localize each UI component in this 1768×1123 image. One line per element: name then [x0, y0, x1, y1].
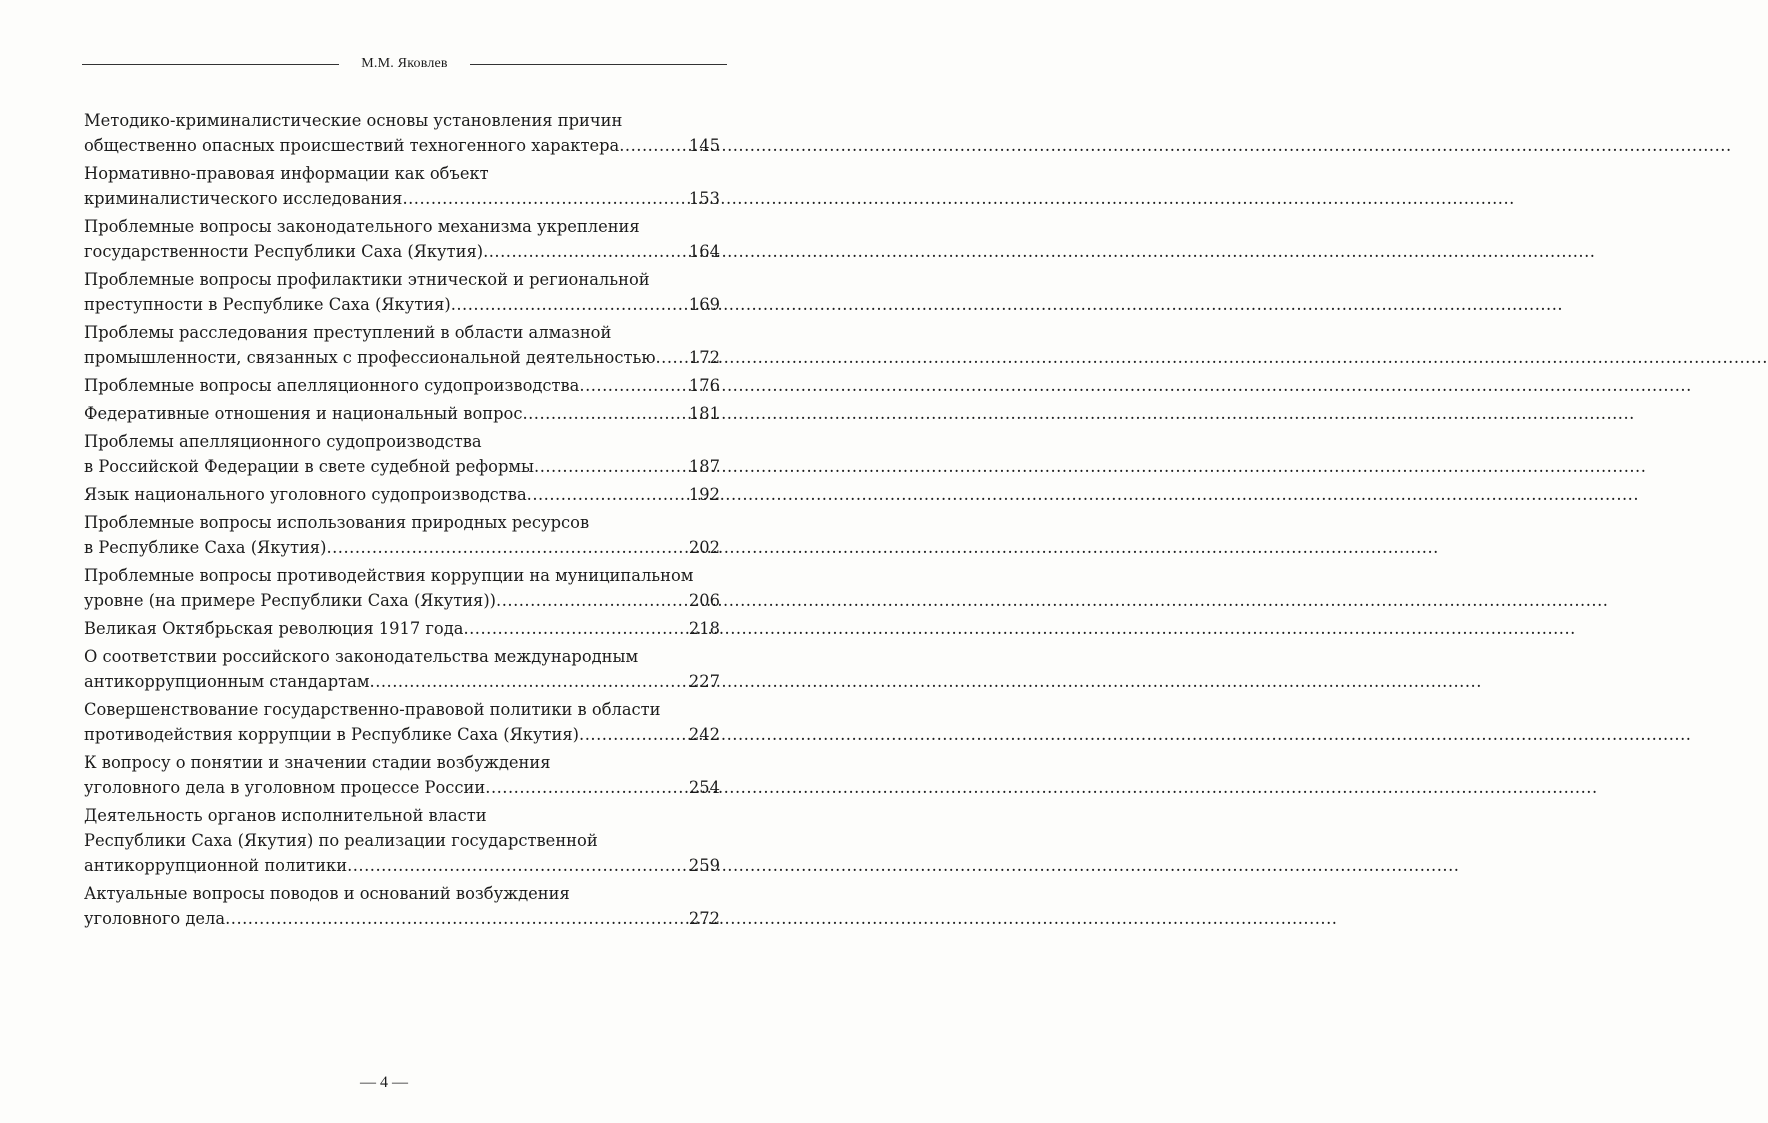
dot-leader — [326, 535, 687, 560]
toc-entry-title-line: Проблемы расследования преступлений в области алмазной — [84, 323, 612, 342]
toc-entry-title-line: К вопросу о понятии и значении стадии возбуждения — [84, 753, 551, 772]
toc-page-number: 206 — [688, 591, 720, 610]
toc-entry-last-line — [84, 454, 720, 479]
toc-entry-title-line: уровне (на примере Республики Саха (Якутия)) — [84, 591, 497, 610]
toc-page-number: 169 — [688, 295, 720, 314]
toc-entry[interactable] — [84, 510, 720, 560]
toc-entry[interactable] — [84, 108, 720, 158]
header-rule-left — [82, 64, 339, 65]
toc-entry-title-line: Нормативно-правовая информации как объект — [84, 164, 489, 183]
toc-entry-last-line — [84, 853, 720, 878]
toc-entry[interactable] — [84, 373, 720, 398]
toc-entry-title-line: Проблемные вопросы апелляционного судопроизводства — [84, 376, 580, 395]
toc-entry-title-line: криминалистического исследования — [84, 189, 403, 208]
toc-entry-title-line: Методико-криминалистические основы установления причин — [84, 111, 623, 130]
toc-entry-title-line: общественно опасных происшествий техногенного характера — [84, 136, 620, 155]
toc-entry-last-line — [84, 482, 720, 507]
dot-leader — [225, 906, 688, 931]
dot-leader — [579, 373, 688, 398]
toc-entry[interactable] — [84, 750, 720, 800]
toc-page-number: 227 — [688, 672, 720, 691]
toc-entry-title-line: Великая Октябрьская революция 1917 года — [84, 619, 464, 638]
dot-leader — [496, 588, 688, 613]
toc-entry-last-line — [84, 292, 720, 317]
dot-leader — [656, 345, 688, 370]
toc-page-number: 153 — [688, 189, 720, 208]
toc-entry[interactable] — [84, 161, 720, 211]
toc-page-number: 259 — [688, 856, 720, 875]
toc-page-number: 272 — [688, 909, 720, 928]
toc-entry-title-line: Проблемные вопросы использования природных ресурсов — [84, 513, 590, 532]
toc-entry-last-line — [84, 722, 720, 747]
toc-entry-last-line — [84, 906, 720, 931]
toc-entry-title-line: промышленности, связанных с профессиональной деятельностью — [84, 348, 656, 367]
running-header — [82, 52, 727, 76]
dot-leader — [370, 669, 688, 694]
dot-leader — [483, 239, 688, 264]
toc-entry-title-line: государственности Республики Саха (Якутия) — [84, 242, 484, 261]
toc-entry[interactable] — [84, 881, 720, 931]
table-of-contents — [84, 108, 720, 934]
dot-leader — [522, 401, 687, 426]
toc-page-number: 145 — [688, 136, 720, 155]
toc-entry-last-line — [84, 345, 720, 370]
toc-entry[interactable] — [84, 482, 720, 507]
dot-leader — [451, 292, 688, 317]
author-name: М.М. Яковлев — [361, 56, 448, 71]
toc-entry[interactable] — [84, 803, 720, 878]
toc-entry-last-line — [84, 401, 720, 426]
toc-entry-title-line: антикоррупционным стандартам — [84, 672, 370, 691]
toc-entry-title-line: уголовного дела — [84, 909, 226, 928]
dot-leader — [534, 454, 688, 479]
toc-entry-last-line — [84, 616, 720, 641]
toc-entry[interactable] — [84, 429, 720, 479]
header-rule-right — [470, 64, 727, 65]
dot-leader — [347, 853, 688, 878]
toc-page-number: 187 — [688, 457, 720, 476]
page-number: — 4 — — [360, 1074, 408, 1091]
toc-entry[interactable] — [84, 401, 720, 426]
toc-entry-title-line: Республики Саха (Якутия) по реализации государственной — [84, 831, 598, 850]
toc-page-number: 172 — [688, 348, 720, 367]
toc-page-number: 202 — [688, 538, 720, 557]
toc-entry[interactable] — [84, 697, 720, 747]
dot-leader — [579, 722, 688, 747]
toc-entry-title-line: О соответствии российского законодательства международным — [84, 647, 639, 666]
toc-entry[interactable] — [84, 644, 720, 694]
toc-entry-title-line: Актуальные вопросы поводов и оснований возбуждения — [84, 884, 570, 903]
toc-entry-title-line: в Российской Федерации в свете судебной реформы — [84, 457, 535, 476]
toc-entry-last-line — [84, 186, 720, 211]
dot-leader — [463, 616, 687, 641]
toc-entry-title-line: Проблемные вопросы законодательного механизма укрепления — [84, 217, 640, 236]
toc-entry[interactable] — [84, 563, 720, 613]
toc-page-number: 242 — [688, 725, 720, 744]
toc-entry-title-line: Федеративные отношения и национальный вопрос — [84, 404, 523, 423]
toc-entry[interactable] — [84, 214, 720, 264]
dot-leader — [402, 186, 687, 211]
toc-entry[interactable] — [84, 616, 720, 641]
toc-entry-last-line — [84, 588, 720, 613]
toc-page-number: 254 — [688, 778, 720, 797]
toc-entry-title-line: Проблемные вопросы профилактики этнической и региональной — [84, 270, 650, 289]
toc-entry-title-line: уголовного дела в уголовном процессе России — [84, 778, 486, 797]
toc-entry-last-line — [84, 775, 720, 800]
toc-entry-title-line: антикоррупционной политики — [84, 856, 348, 875]
toc-entry-title-line: Проблемы апелляционного судопроизводства — [84, 432, 482, 451]
toc-entry-last-line — [84, 669, 720, 694]
toc-entry-title-line: Язык национального уголовного судопроизводства — [84, 485, 527, 504]
toc-entry[interactable] — [84, 320, 720, 370]
toc-page-number: 192 — [688, 485, 720, 504]
toc-entry-last-line — [84, 239, 720, 264]
toc-entry[interactable] — [84, 267, 720, 317]
toc-page-number: 176 — [688, 376, 720, 395]
toc-entry-last-line — [84, 535, 720, 560]
toc-entry-last-line — [84, 133, 720, 158]
toc-entry-title-line: преступности в Республике Саха (Якутия) — [84, 295, 451, 314]
toc-page-number: 164 — [688, 242, 720, 261]
dot-leader — [619, 133, 688, 158]
toc-entry-title-line: противодействия коррупции в Республике Саха (Якутия) — [84, 725, 580, 744]
dot-leader — [527, 482, 688, 507]
toc-entry-title-line: Совершенствование государственно-правовой политики в области — [84, 700, 661, 719]
dot-leader — [485, 775, 688, 800]
toc-entry-title-line: в Республике Саха (Якутия) — [84, 538, 327, 557]
toc-entry-title-line: Деятельность органов исполнительной власти — [84, 806, 487, 825]
toc-page-number: 218 — [688, 619, 720, 638]
toc-entry-title-line: Проблемные вопросы противодействия коррупции на муниципальном — [84, 566, 694, 585]
toc-page-number: 181 — [688, 404, 720, 423]
toc-entry-last-line — [84, 373, 720, 398]
